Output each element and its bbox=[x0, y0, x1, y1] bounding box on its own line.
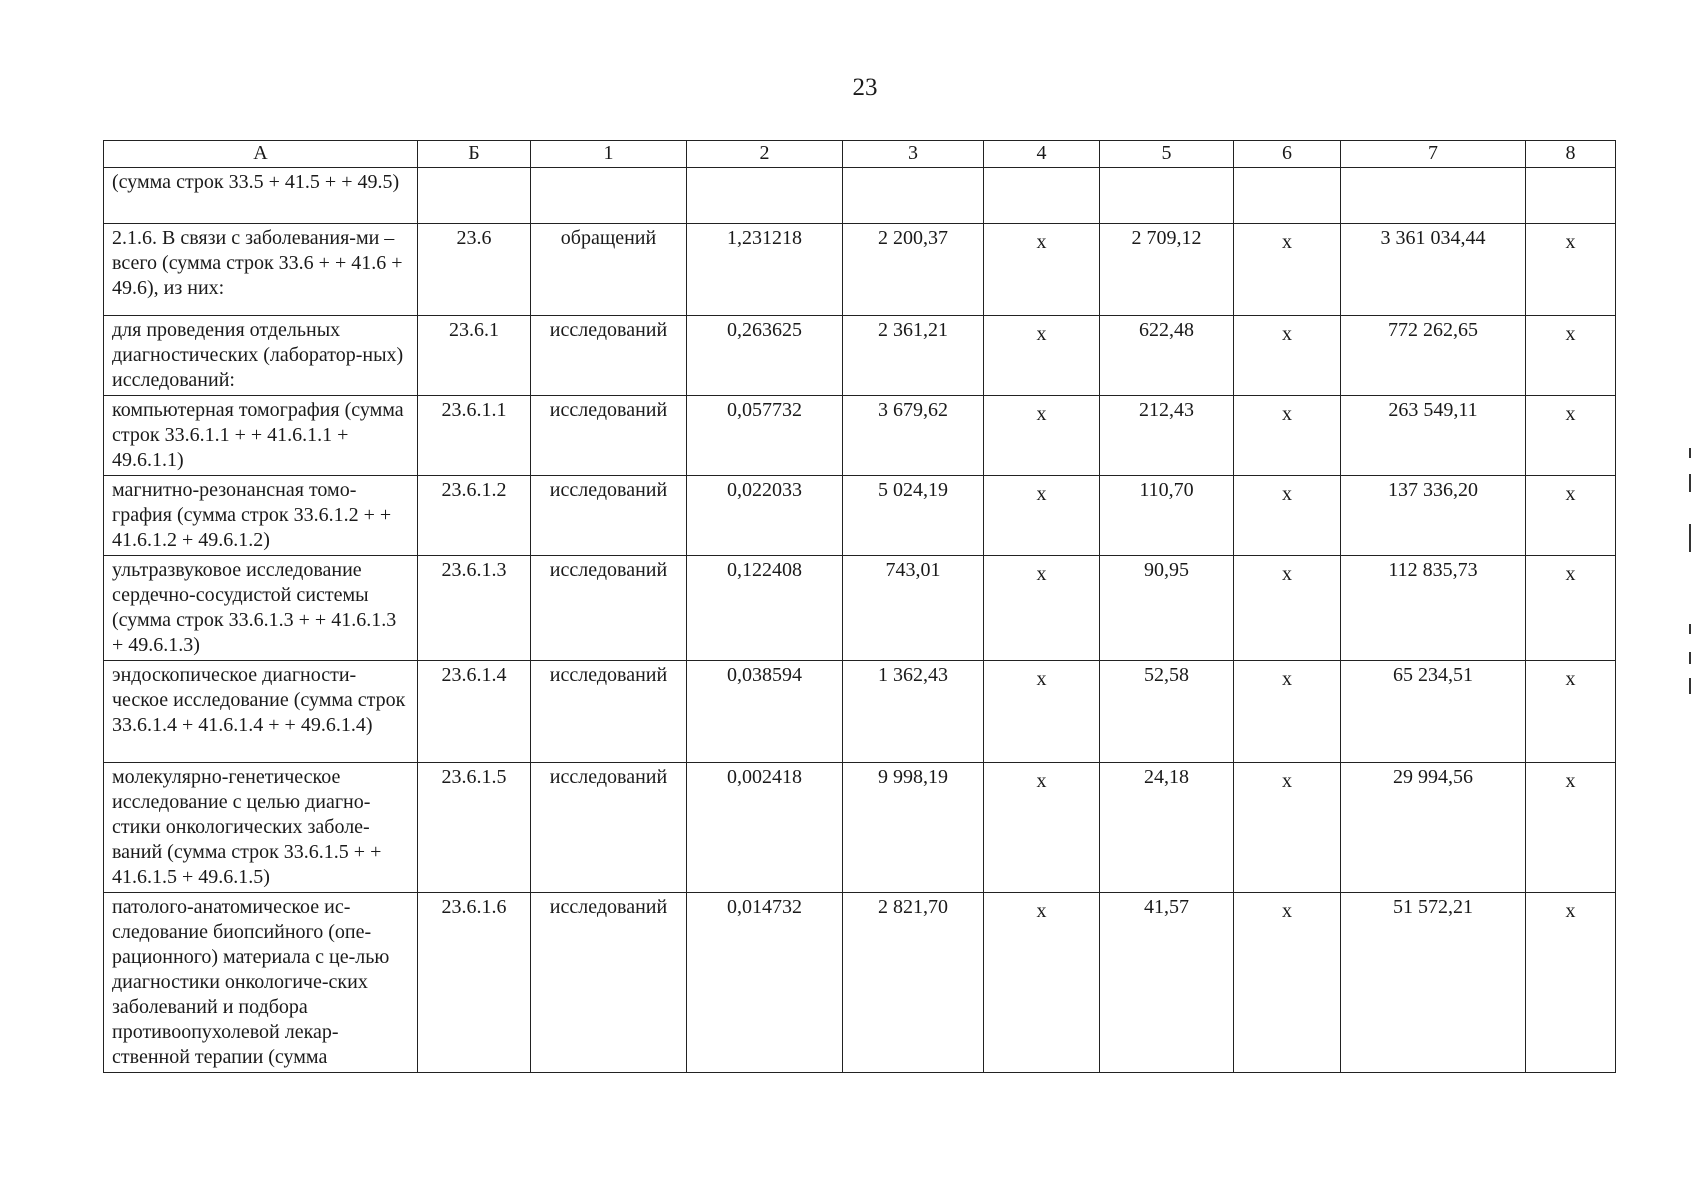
row-col-6: х bbox=[1234, 396, 1341, 476]
row-col-2: 0,263625 bbox=[687, 316, 843, 396]
row-col-6: х bbox=[1234, 893, 1341, 1073]
row-description: молекулярно-генетическое исследование с целью диагно-стики онкологических заболе-ваний (сумма строк 33.6.1.5 + + 41.6.1.5 + 49.6.1.5) bbox=[104, 763, 418, 893]
row-col-6 bbox=[1234, 168, 1341, 224]
row-code: 23.6.1.3 bbox=[418, 556, 531, 661]
row-col-7: 3 361 034,44 bbox=[1341, 224, 1526, 316]
row-col-5: 622,48 bbox=[1100, 316, 1234, 396]
row-col-2: 0,014732 bbox=[687, 893, 843, 1073]
row-col-5: 110,70 bbox=[1100, 476, 1234, 556]
row-col-3: 3 679,62 bbox=[843, 396, 984, 476]
row-col-2: 0,122408 bbox=[687, 556, 843, 661]
scan-mark bbox=[1689, 474, 1691, 492]
scan-margin-marks bbox=[1688, 448, 1692, 698]
row-col-4: х bbox=[984, 316, 1100, 396]
row-col-7: 65 234,51 bbox=[1341, 661, 1526, 763]
scan-mark bbox=[1689, 524, 1691, 552]
row-col-4: х bbox=[984, 476, 1100, 556]
row-col-2 bbox=[687, 168, 843, 224]
row-description: магнитно-резонансная томо-графия (сумма строк 33.6.1.2 + + 41.6.1.2 + 49.6.1.2) bbox=[104, 476, 418, 556]
table-header-row bbox=[104, 141, 1616, 168]
row-col-7: 772 262,65 bbox=[1341, 316, 1526, 396]
row-description: ультразвуковое исследование сердечно-сосудистой системы (сумма строк 33.6.1.3 + + 41.6.1.3 + 49.6.1.3) bbox=[104, 556, 418, 661]
table-row bbox=[104, 476, 1616, 556]
table-row bbox=[104, 556, 1616, 661]
row-description: компьютерная томография (сумма строк 33.6.1.1 + + 41.6.1.1 + 49.6.1.1) bbox=[104, 396, 418, 476]
page-number: 23 bbox=[852, 74, 878, 101]
row-col-3: 743,01 bbox=[843, 556, 984, 661]
row-col-5: 41,57 bbox=[1100, 893, 1234, 1073]
row-col-6: х bbox=[1234, 661, 1341, 763]
row-col-7 bbox=[1341, 168, 1526, 224]
row-col-4: х bbox=[984, 396, 1100, 476]
row-col-7: 112 835,73 bbox=[1341, 556, 1526, 661]
row-col-5: 52,58 bbox=[1100, 661, 1234, 763]
row-col-3: 2 200,37 bbox=[843, 224, 984, 316]
row-code: 23.6.1.5 bbox=[418, 763, 531, 893]
column-header-a: А bbox=[104, 141, 418, 168]
scan-mark bbox=[1689, 624, 1691, 634]
row-description: эндоскопическое диагности-ческое исследование (сумма строк 33.6.1.4 + 41.6.1.4 + + 49.6.1.4) bbox=[104, 661, 418, 763]
row-col-4: х bbox=[984, 224, 1100, 316]
row-col-4: х bbox=[984, 556, 1100, 661]
table-row bbox=[104, 224, 1616, 316]
table-row bbox=[104, 316, 1616, 396]
row-col-2: 0,038594 bbox=[687, 661, 843, 763]
row-unit: исследований bbox=[531, 661, 687, 763]
row-col-4: х bbox=[984, 763, 1100, 893]
row-unit: исследований bbox=[531, 396, 687, 476]
row-code: 23.6.1 bbox=[418, 316, 531, 396]
row-code bbox=[418, 168, 531, 224]
row-col-6: х bbox=[1234, 224, 1341, 316]
row-col-3: 1 362,43 bbox=[843, 661, 984, 763]
row-col-3: 2 821,70 bbox=[843, 893, 984, 1073]
row-col-5: 24,18 bbox=[1100, 763, 1234, 893]
table-row bbox=[104, 396, 1616, 476]
scan-mark bbox=[1689, 652, 1691, 664]
row-unit: исследований bbox=[531, 763, 687, 893]
row-col-8: х bbox=[1526, 556, 1616, 661]
row-col-2: 1,231218 bbox=[687, 224, 843, 316]
table-row bbox=[104, 763, 1616, 893]
row-unit: исследований bbox=[531, 893, 687, 1073]
row-col-8 bbox=[1526, 168, 1616, 224]
row-col-4: х bbox=[984, 661, 1100, 763]
column-header-2: 2 bbox=[687, 141, 843, 168]
row-description: для проведения отдельных диагностических (лаборатор-ных) исследований: bbox=[104, 316, 418, 396]
row-col-7: 29 994,56 bbox=[1341, 763, 1526, 893]
row-col-7: 51 572,21 bbox=[1341, 893, 1526, 1073]
row-unit: исследований bbox=[531, 476, 687, 556]
row-col-8: х bbox=[1526, 224, 1616, 316]
row-description: 2.1.6. В связи с заболевания-ми – всего (сумма строк 33.6 + + 41.6 + 49.6), из них: bbox=[104, 224, 418, 316]
row-col-6: х bbox=[1234, 316, 1341, 396]
column-header-4: 4 bbox=[984, 141, 1100, 168]
row-col-3 bbox=[843, 168, 984, 224]
row-col-3: 5 024,19 bbox=[843, 476, 984, 556]
row-col-8: х bbox=[1526, 316, 1616, 396]
row-col-6: х bbox=[1234, 556, 1341, 661]
table-row bbox=[104, 893, 1616, 1073]
row-code: 23.6.1.2 bbox=[418, 476, 531, 556]
row-col-4: х bbox=[984, 893, 1100, 1073]
row-col-4 bbox=[984, 168, 1100, 224]
row-code: 23.6.1.1 bbox=[418, 396, 531, 476]
table-row bbox=[104, 661, 1616, 763]
row-col-8: х bbox=[1526, 396, 1616, 476]
row-col-5 bbox=[1100, 168, 1234, 224]
row-col-8: х bbox=[1526, 763, 1616, 893]
row-unit bbox=[531, 168, 687, 224]
row-col-3: 9 998,19 bbox=[843, 763, 984, 893]
row-col-2: 0,002418 bbox=[687, 763, 843, 893]
row-col-6: х bbox=[1234, 476, 1341, 556]
column-header-b: Б bbox=[418, 141, 531, 168]
scan-mark bbox=[1689, 448, 1691, 458]
column-header-3: 3 bbox=[843, 141, 984, 168]
row-unit: исследований bbox=[531, 556, 687, 661]
column-header-5: 5 bbox=[1100, 141, 1234, 168]
row-col-3: 2 361,21 bbox=[843, 316, 984, 396]
row-code: 23.6 bbox=[418, 224, 531, 316]
row-col-2: 0,057732 bbox=[687, 396, 843, 476]
row-col-8: х bbox=[1526, 661, 1616, 763]
row-unit: исследований bbox=[531, 316, 687, 396]
row-col-8: х bbox=[1526, 893, 1616, 1073]
column-header-6: 6 bbox=[1234, 141, 1341, 168]
row-description: патолого-анатомическое ис-следование биопсийного (опе-рационного) материала с це-лью диагностики онкологиче-ских заболеваний и подбора противоопухолевой лекар-ственной терапии (сумма bbox=[104, 893, 418, 1073]
row-col-5: 2 709,12 bbox=[1100, 224, 1234, 316]
row-col-2: 0,022033 bbox=[687, 476, 843, 556]
row-col-5: 212,43 bbox=[1100, 396, 1234, 476]
column-header-7: 7 bbox=[1341, 141, 1526, 168]
row-unit: обращений bbox=[531, 224, 687, 316]
row-code: 23.6.1.6 bbox=[418, 893, 531, 1073]
row-col-7: 263 549,11 bbox=[1341, 396, 1526, 476]
data-table bbox=[103, 140, 1616, 1073]
table-row bbox=[104, 168, 1616, 224]
row-col-8: х bbox=[1526, 476, 1616, 556]
row-description: (сумма строк 33.5 + 41.5 + + 49.5) bbox=[104, 168, 418, 224]
column-header-1: 1 bbox=[531, 141, 687, 168]
row-code: 23.6.1.4 bbox=[418, 661, 531, 763]
row-col-6: х bbox=[1234, 763, 1341, 893]
column-header-8: 8 bbox=[1526, 141, 1616, 168]
row-col-5: 90,95 bbox=[1100, 556, 1234, 661]
row-col-7: 137 336,20 bbox=[1341, 476, 1526, 556]
scan-mark bbox=[1689, 678, 1691, 694]
